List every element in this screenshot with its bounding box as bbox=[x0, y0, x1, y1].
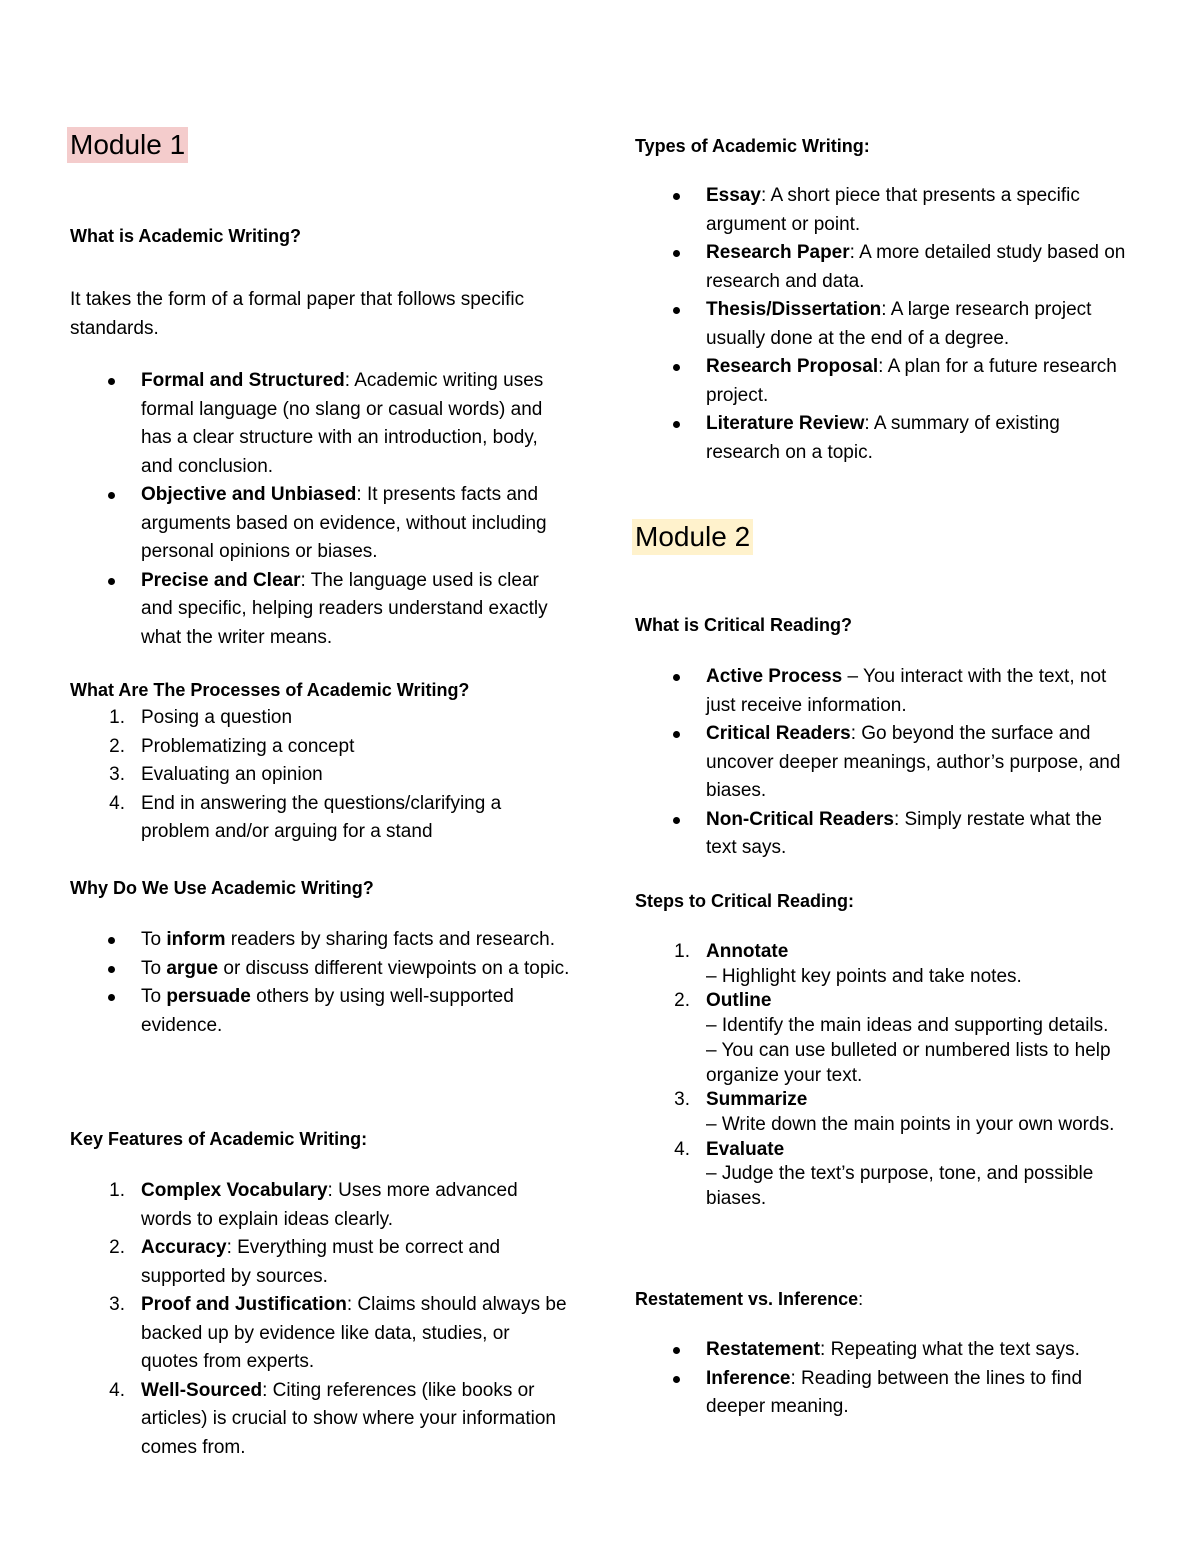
type-text: : A summary of existing research on a topic. bbox=[706, 413, 1060, 463]
step-detail: – Judge the text’s purpose, tone, and possible biases. bbox=[706, 1163, 1094, 1210]
list-number: 1. bbox=[109, 707, 125, 728]
heading-colon: : bbox=[858, 1289, 864, 1309]
list-item bbox=[635, 296, 1135, 353]
bullet-icon bbox=[673, 1376, 680, 1383]
bullet-icon bbox=[108, 966, 115, 973]
bullet-icon bbox=[673, 1347, 680, 1354]
list-number: 2. bbox=[674, 990, 690, 1012]
list-number: 2. bbox=[109, 1237, 125, 1258]
why-academic-writing-heading: Why Do We Use Academic Writing? bbox=[70, 878, 374, 898]
bullet-icon bbox=[108, 578, 115, 585]
bullet-icon bbox=[108, 994, 115, 1001]
step-term: Outline bbox=[706, 990, 772, 1012]
bullet-icon bbox=[673, 250, 680, 257]
bullet-icon bbox=[673, 731, 680, 738]
list-number: 3. bbox=[674, 1089, 690, 1111]
why-prefix: To bbox=[141, 986, 167, 1007]
list-item bbox=[635, 989, 1135, 1088]
list-item bbox=[635, 182, 1135, 239]
list-item bbox=[70, 1177, 570, 1234]
list-number: 3. bbox=[109, 1294, 125, 1315]
why-list bbox=[70, 926, 570, 1040]
step-term: Annotate bbox=[706, 941, 789, 962]
critical-text: : Simply restate what the text says. bbox=[706, 808, 1102, 858]
critical-term: Critical Readers bbox=[706, 723, 851, 744]
restatement-inference-list bbox=[635, 1336, 1135, 1422]
step-term: Summarize bbox=[706, 1089, 808, 1111]
list-item bbox=[70, 955, 570, 984]
list-item bbox=[70, 733, 570, 762]
list-item bbox=[635, 806, 1135, 863]
steps-heading: Steps to Critical Reading: bbox=[635, 891, 855, 911]
critical-reading-list bbox=[635, 663, 1135, 863]
feature-text: : Academic writing uses formal language (no slang or casual words) and has a clear structure with an introduction, body, and conclusion. bbox=[141, 370, 544, 477]
bullet-icon bbox=[673, 674, 680, 681]
list-item bbox=[70, 1234, 570, 1291]
types-list bbox=[635, 182, 1135, 467]
feature-term: Objective and Unbiased bbox=[141, 484, 357, 505]
list-item bbox=[70, 926, 570, 955]
list-number: 1. bbox=[109, 1180, 125, 1201]
step-term: Evaluate bbox=[706, 1138, 785, 1160]
list-number: 4. bbox=[109, 792, 125, 814]
type-text: : A large research project usually done at the end of a degree. bbox=[706, 299, 1092, 349]
process-text: Problematizing a concept bbox=[141, 735, 355, 757]
list-item bbox=[635, 1138, 1135, 1212]
why-term: persuade bbox=[166, 986, 251, 1007]
list-item bbox=[635, 1365, 1135, 1422]
list-item bbox=[70, 761, 570, 790]
key-feature-term: Complex Vocabulary bbox=[141, 1180, 328, 1201]
bullet-icon bbox=[108, 492, 115, 499]
type-text: : A more detailed study based on research and data. bbox=[706, 242, 1126, 292]
key-feature-term: Proof and Justification bbox=[141, 1294, 347, 1315]
bullet-icon bbox=[108, 378, 115, 385]
why-prefix: To bbox=[141, 929, 167, 950]
key-feature-term: Accuracy bbox=[141, 1237, 227, 1258]
bullet-icon bbox=[673, 307, 680, 314]
restate-text: : Reading between the lines to find deeper meaning. bbox=[706, 1367, 1083, 1417]
list-item bbox=[70, 983, 570, 1040]
list-number: 1. bbox=[674, 941, 690, 962]
step-detail: – Highlight key points and take notes. bbox=[706, 965, 1022, 987]
step-detail: – Identify the main ideas and supporting details. bbox=[706, 1015, 1109, 1037]
list-item bbox=[70, 1291, 570, 1377]
feature-text: : The language used is clear and specific, helping readers understand exactly what the writer means. bbox=[141, 569, 548, 648]
list-item bbox=[635, 940, 1135, 989]
list-item bbox=[635, 1336, 1135, 1365]
module-1-title: Module 1 bbox=[67, 127, 188, 163]
critical-text: : Go beyond the surface and uncover deeper meanings, author’s purpose, and biases. bbox=[706, 723, 1121, 801]
type-term: Research Proposal bbox=[706, 356, 879, 377]
processes-list bbox=[70, 704, 570, 847]
list-item bbox=[70, 1377, 570, 1463]
list-item bbox=[70, 481, 570, 567]
key-feature-text: : Everything must be correct and supported by sources. bbox=[141, 1237, 501, 1287]
why-text: or discuss different viewpoints on a topic. bbox=[218, 957, 570, 979]
type-term: Literature Review bbox=[706, 413, 865, 434]
restatement-inference-heading bbox=[635, 1285, 863, 1313]
list-item bbox=[635, 663, 1135, 720]
type-term: Thesis/Dissertation bbox=[706, 299, 882, 320]
feature-text: : It presents facts and arguments based on evidence, without including personal opinions or biases. bbox=[141, 484, 547, 562]
key-feature-text: : Uses more advanced words to explain ideas clearly. bbox=[141, 1180, 518, 1230]
list-item bbox=[635, 353, 1135, 410]
feature-term: Precise and Clear bbox=[141, 569, 301, 591]
feature-term: Formal and Structured bbox=[141, 370, 345, 391]
type-text: : A short piece that presents a specific argument or point. bbox=[706, 185, 1080, 235]
key-feature-text: : Citing references (like books or articles) is crucial to show where your information comes from. bbox=[141, 1379, 556, 1458]
list-item bbox=[635, 410, 1135, 467]
academic-writing-intro: It takes the form of a formal paper that follows specific standards. bbox=[70, 289, 525, 339]
list-item bbox=[70, 790, 570, 847]
type-term: Essay bbox=[706, 185, 761, 206]
restate-term: Restatement bbox=[706, 1339, 821, 1360]
what-is-academic-writing-heading: What is Academic Writing? bbox=[70, 226, 302, 246]
restate-term: Inference bbox=[706, 1367, 791, 1389]
bullet-icon bbox=[673, 193, 680, 200]
why-text: others by using well-supported evidence. bbox=[141, 986, 514, 1036]
process-text: End in answering the questions/clarifying a problem and/or arguing for a stand bbox=[141, 792, 502, 842]
type-term: Research Paper bbox=[706, 242, 850, 263]
list-item bbox=[70, 567, 570, 653]
list-number: 3. bbox=[109, 764, 125, 785]
module-2-title: Module 2 bbox=[632, 519, 753, 555]
list-number: 2. bbox=[109, 735, 125, 757]
step-detail: – You can use bulleted or numbered lists to help organize your text. bbox=[706, 1039, 1111, 1086]
type-text: : A plan for a future research project. bbox=[706, 356, 1117, 406]
why-text: readers by sharing facts and research. bbox=[225, 929, 555, 950]
list-item bbox=[70, 704, 570, 733]
list-item bbox=[635, 239, 1135, 296]
process-text: Evaluating an opinion bbox=[141, 764, 323, 785]
types-heading: Types of Academic Writing: bbox=[635, 136, 870, 156]
restate-text: : Repeating what the text says. bbox=[820, 1339, 1080, 1360]
academic-writing-features-list bbox=[70, 367, 570, 652]
critical-reading-heading: What is Critical Reading? bbox=[635, 615, 853, 635]
bullet-icon bbox=[673, 364, 680, 371]
why-term: inform bbox=[166, 929, 226, 950]
key-features-heading: Key Features of Academic Writing: bbox=[70, 1129, 368, 1149]
key-features-list bbox=[70, 1177, 570, 1462]
critical-term: Active Process bbox=[706, 666, 843, 687]
why-term: argue bbox=[166, 957, 219, 979]
processes-heading: What Are The Processes of Academic Writing? bbox=[70, 680, 470, 700]
key-feature-text: : Claims should always be backed up by evidence like data, studies, or quotes from experts. bbox=[141, 1294, 567, 1372]
list-item bbox=[635, 720, 1135, 806]
key-feature-term: Well-Sourced bbox=[141, 1379, 263, 1401]
why-prefix: To bbox=[141, 957, 167, 979]
critical-term: Non-Critical Readers bbox=[706, 808, 894, 830]
bullet-icon bbox=[108, 937, 115, 944]
bullet-icon bbox=[673, 817, 680, 824]
list-item bbox=[635, 1088, 1135, 1137]
list-number: 4. bbox=[109, 1379, 125, 1401]
bullet-icon bbox=[673, 421, 680, 428]
critical-text: – You interact with the text, not just receive information. bbox=[706, 666, 1107, 716]
steps-list bbox=[635, 940, 1135, 1212]
step-detail: – Write down the main points in your own words. bbox=[706, 1113, 1115, 1135]
list-number: 4. bbox=[674, 1138, 690, 1160]
list-item bbox=[70, 367, 570, 481]
restatement-inference-heading-text: Restatement vs. Inference bbox=[635, 1289, 859, 1309]
process-text: Posing a question bbox=[141, 707, 293, 728]
